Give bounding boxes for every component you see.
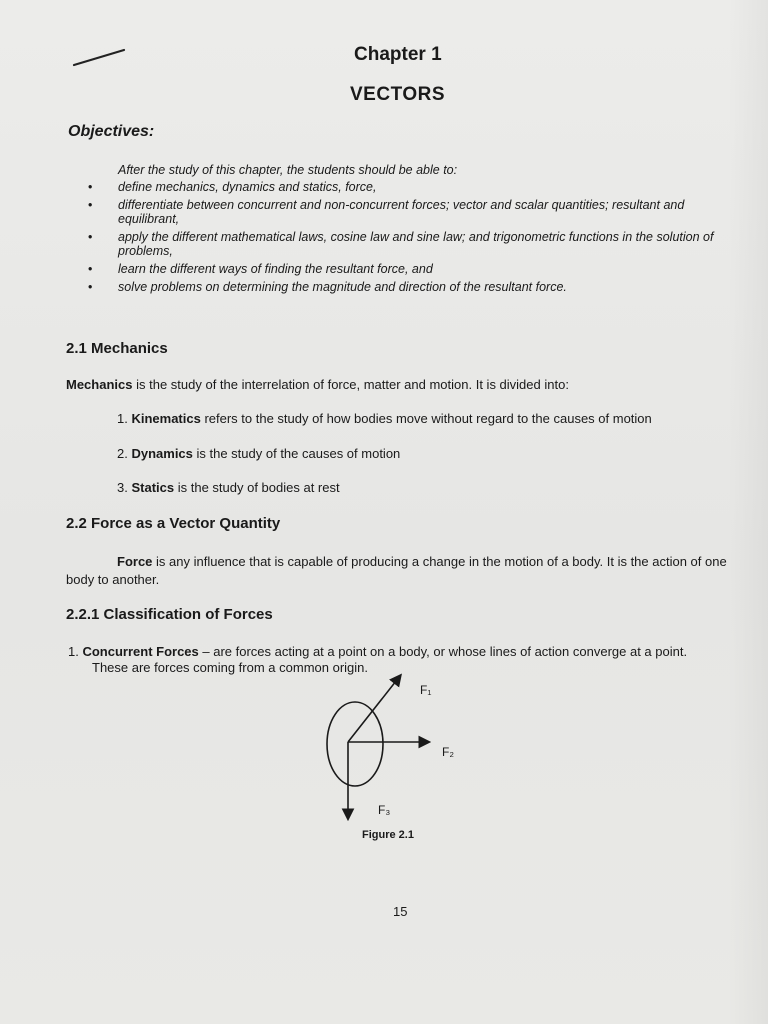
label-f3: F₃ — [378, 803, 391, 817]
concurrent-forces-figure — [300, 668, 480, 828]
section-heading-mechanics: 2.1 Mechanics — [66, 340, 168, 357]
objectives-intro: After the study of this chapter, the students should be able to: — [118, 163, 458, 177]
label-f1: F₁ — [420, 683, 432, 697]
figure-caption: Figure 2.1 — [362, 829, 414, 841]
objective-item: • apply the different mathematical laws, cosine law and sine law; and trigonometric functions in the solution of problems, — [88, 230, 714, 258]
objectives-list — [88, 180, 748, 298]
chapter-label: Chapter 1 — [354, 44, 442, 65]
force-definition: Force is any influence that is capable of producing a change in the motion of a body. It is the action of one body to another. — [66, 554, 727, 587]
page-number: 15 — [393, 904, 408, 919]
chapter-title: VECTORS — [350, 84, 446, 105]
section-heading-force: 2.2 Force as a Vector Quantity — [66, 515, 281, 532]
page-edge-shadow — [728, 0, 768, 1024]
objective-item: • define mechanics, dynamics and statics, force, — [88, 180, 377, 194]
pen-mark — [72, 46, 128, 68]
mechanics-item: 2. Dynamics is the study of the causes of motion — [117, 446, 401, 461]
force-f1-arrow — [348, 676, 400, 742]
objective-item: • differentiate between concurrent and non-concurrent forces; vector and scalar quantities; resultant and equilibrant, — [88, 198, 685, 226]
objectives-heading: Objectives: — [68, 123, 155, 140]
body-circle — [327, 702, 383, 786]
mechanics-item: 1. Kinematics refers to the study of how bodies move without regard to the causes of motion — [117, 411, 652, 426]
concurrent-forces-continuation: These are forces coming from a common origin. — [92, 660, 368, 675]
section-heading-classification: 2.2.1 Classification of Forces — [66, 606, 273, 623]
concurrent-forces-definition: 1. Concurrent Forces – are forces acting at a point on a body, or whose lines of action converge at a point. — [68, 644, 688, 659]
mechanics-definition: Mechanics is the study of the interrelation of force, matter and motion. It is divided into: — [66, 377, 569, 392]
objective-item: • solve problems on determining the magnitude and direction of the resultant force. — [88, 280, 567, 294]
label-f2: F₂ — [442, 745, 454, 759]
mechanics-item: 3. Statics is the study of bodies at rest — [117, 480, 340, 495]
objective-item: • learn the different ways of finding the resultant force, and — [88, 262, 433, 276]
